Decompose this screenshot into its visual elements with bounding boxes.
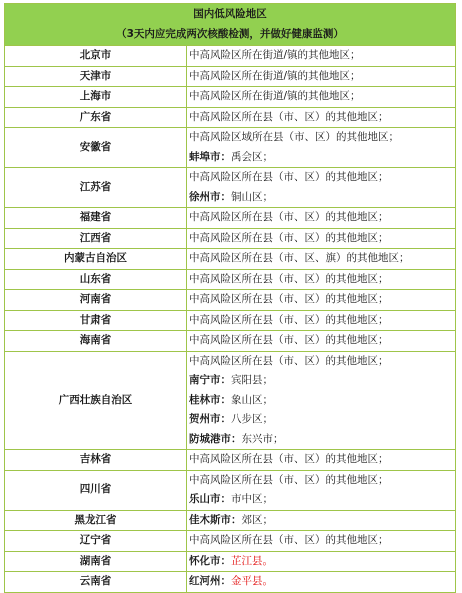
area-description: 中高风险区所在街道/镇的其他地区；	[189, 69, 361, 82]
area-line	[189, 471, 455, 491]
region-areas	[187, 351, 456, 450]
region-name: 广西壮族自治区	[5, 351, 187, 450]
area-line	[189, 352, 455, 372]
city-name: 防城港市：	[189, 432, 242, 445]
region-areas	[187, 66, 456, 87]
area-description: 中高风险区所在县（市、区）的其他地区；	[189, 534, 389, 546]
region-name: 江苏省	[5, 168, 187, 208]
region-areas	[187, 208, 456, 229]
area-line	[189, 188, 455, 208]
area-description: 中高风险区所在县（市、区）的其他地区；	[189, 272, 389, 285]
area-line	[189, 46, 455, 66]
region-areas	[187, 228, 456, 249]
table-title: 国内低风险地区	[193, 8, 267, 20]
table-row	[5, 510, 456, 531]
region-areas	[187, 168, 456, 208]
table-row	[5, 470, 456, 510]
region-areas	[187, 290, 456, 311]
region-name: 广东省	[5, 107, 187, 128]
area-description: 中高风险区所在县（市、区）的其他地区；	[189, 313, 389, 326]
table-header-row	[5, 4, 456, 46]
region-name: 山东省	[5, 269, 187, 290]
area-line	[189, 108, 455, 128]
table-row	[5, 450, 456, 471]
area-description: 中高风险区所在县（市、区）的其他地区；	[189, 110, 389, 123]
area-line	[189, 430, 455, 450]
region-name: 辽宁省	[5, 531, 187, 552]
district-name: 东兴市；	[241, 432, 284, 445]
region-areas	[187, 551, 456, 572]
low-risk-areas-table	[4, 3, 456, 593]
area-description: 中高风险区域所在县（市、区）的其他地区；	[189, 131, 399, 143]
table-subtitle: （3天内应完成两次核酸检测，并做好健康监测）	[116, 27, 344, 40]
district-name: 金平县。	[231, 575, 273, 587]
city-name: 红河州：	[189, 575, 231, 587]
area-description: 中高风险区所在县（市、区）的其他地区；	[189, 293, 389, 305]
area-line	[189, 410, 455, 430]
area-description: 中高风险区所在县（市、区）的其他地区；	[189, 473, 389, 486]
area-line	[189, 490, 455, 510]
table-row	[5, 128, 456, 168]
area-line	[189, 552, 455, 572]
city-name: 佳木斯市：	[189, 513, 242, 526]
table-body	[5, 46, 456, 593]
district-name: 铜山区；	[231, 190, 273, 203]
table-row	[5, 551, 456, 572]
table-row	[5, 228, 456, 249]
region-name: 吉林省	[5, 450, 187, 471]
area-description: 中高风险区所在县（市、区）的其他地区；	[189, 453, 389, 465]
area-description: 中高风险区所在县（市、区）的其他地区；	[189, 231, 389, 244]
region-name: 海南省	[5, 331, 187, 352]
table-row	[5, 208, 456, 229]
area-line	[189, 511, 455, 531]
region-areas	[187, 531, 456, 552]
region-areas	[187, 128, 456, 168]
area-line	[189, 572, 455, 592]
region-name: 内蒙古自治区	[5, 249, 187, 270]
region-name: 上海市	[5, 87, 187, 108]
district-name: 禹会区；	[231, 150, 273, 163]
region-name: 甘肃省	[5, 310, 187, 331]
area-description: 中高风险区所在县（市、区）的其他地区；	[189, 334, 389, 346]
table-row	[5, 572, 456, 593]
table-row	[5, 331, 456, 352]
region-name: 北京市	[5, 46, 187, 67]
table-row	[5, 66, 456, 87]
region-areas	[187, 46, 456, 67]
area-line	[189, 270, 455, 290]
area-description: 中高风险区所在街道/镇的其他地区；	[189, 49, 361, 61]
area-line	[189, 148, 455, 168]
region-areas	[187, 470, 456, 510]
area-line	[189, 371, 455, 391]
area-description: 中高风险区所在县（市、区）的其他地区；	[189, 211, 389, 223]
region-areas	[187, 107, 456, 128]
city-name: 徐州市：	[189, 190, 231, 203]
area-line	[189, 67, 455, 87]
area-line	[189, 450, 455, 470]
area-line	[189, 128, 455, 148]
region-name: 河南省	[5, 290, 187, 311]
area-line	[189, 290, 455, 310]
area-line	[189, 311, 455, 331]
region-areas	[187, 269, 456, 290]
area-line	[189, 391, 455, 411]
area-line	[189, 249, 455, 269]
district-name: 市中区；	[231, 493, 273, 505]
area-description: 中高风险区所在县（市、区）的其他地区；	[189, 354, 389, 367]
area-line	[189, 208, 455, 228]
region-name: 天津市	[5, 66, 187, 87]
table-row	[5, 531, 456, 552]
region-name: 黑龙江省	[5, 510, 187, 531]
table-row	[5, 249, 456, 270]
city-name: 贺州市：	[189, 413, 231, 425]
district-name: 芷江县。	[231, 554, 273, 567]
area-line	[189, 331, 455, 351]
region-name: 安徽省	[5, 128, 187, 168]
region-areas	[187, 450, 456, 471]
city-name: 怀化市：	[189, 554, 231, 567]
region-areas	[187, 331, 456, 352]
region-name: 四川省	[5, 470, 187, 510]
city-name: 蚌埠市：	[189, 150, 231, 163]
area-description: 中高风险区所在县（市、区、旗）的其他地区；	[189, 252, 410, 264]
region-areas	[187, 572, 456, 593]
region-name: 福建省	[5, 208, 187, 229]
region-areas	[187, 87, 456, 108]
table-row	[5, 290, 456, 311]
table-row	[5, 107, 456, 128]
district-name: 象山区；	[231, 393, 273, 406]
district-name: 郊区；	[241, 513, 273, 526]
area-description: 中高风险区所在街道/镇的其他地区；	[189, 90, 361, 102]
region-areas	[187, 310, 456, 331]
table-row	[5, 87, 456, 108]
area-line	[189, 531, 455, 551]
area-description: 中高风险区所在县（市、区）的其他地区；	[189, 171, 389, 183]
table-row	[5, 46, 456, 67]
district-name: 宾阳县；	[231, 374, 273, 386]
table-header	[5, 4, 456, 46]
region-name: 云南省	[5, 572, 187, 593]
region-areas	[187, 510, 456, 531]
region-areas	[187, 249, 456, 270]
area-line	[189, 168, 455, 188]
city-name: 桂林市：	[189, 393, 231, 406]
table-row	[5, 269, 456, 290]
table-row	[5, 310, 456, 331]
region-name: 江西省	[5, 228, 187, 249]
table-row	[5, 351, 456, 450]
region-name: 湖南省	[5, 551, 187, 572]
city-name: 南宁市：	[189, 374, 231, 386]
city-name: 乐山市：	[189, 493, 231, 505]
area-line	[189, 229, 455, 249]
table-row	[5, 168, 456, 208]
area-line	[189, 87, 455, 107]
district-name: 八步区；	[231, 413, 273, 425]
